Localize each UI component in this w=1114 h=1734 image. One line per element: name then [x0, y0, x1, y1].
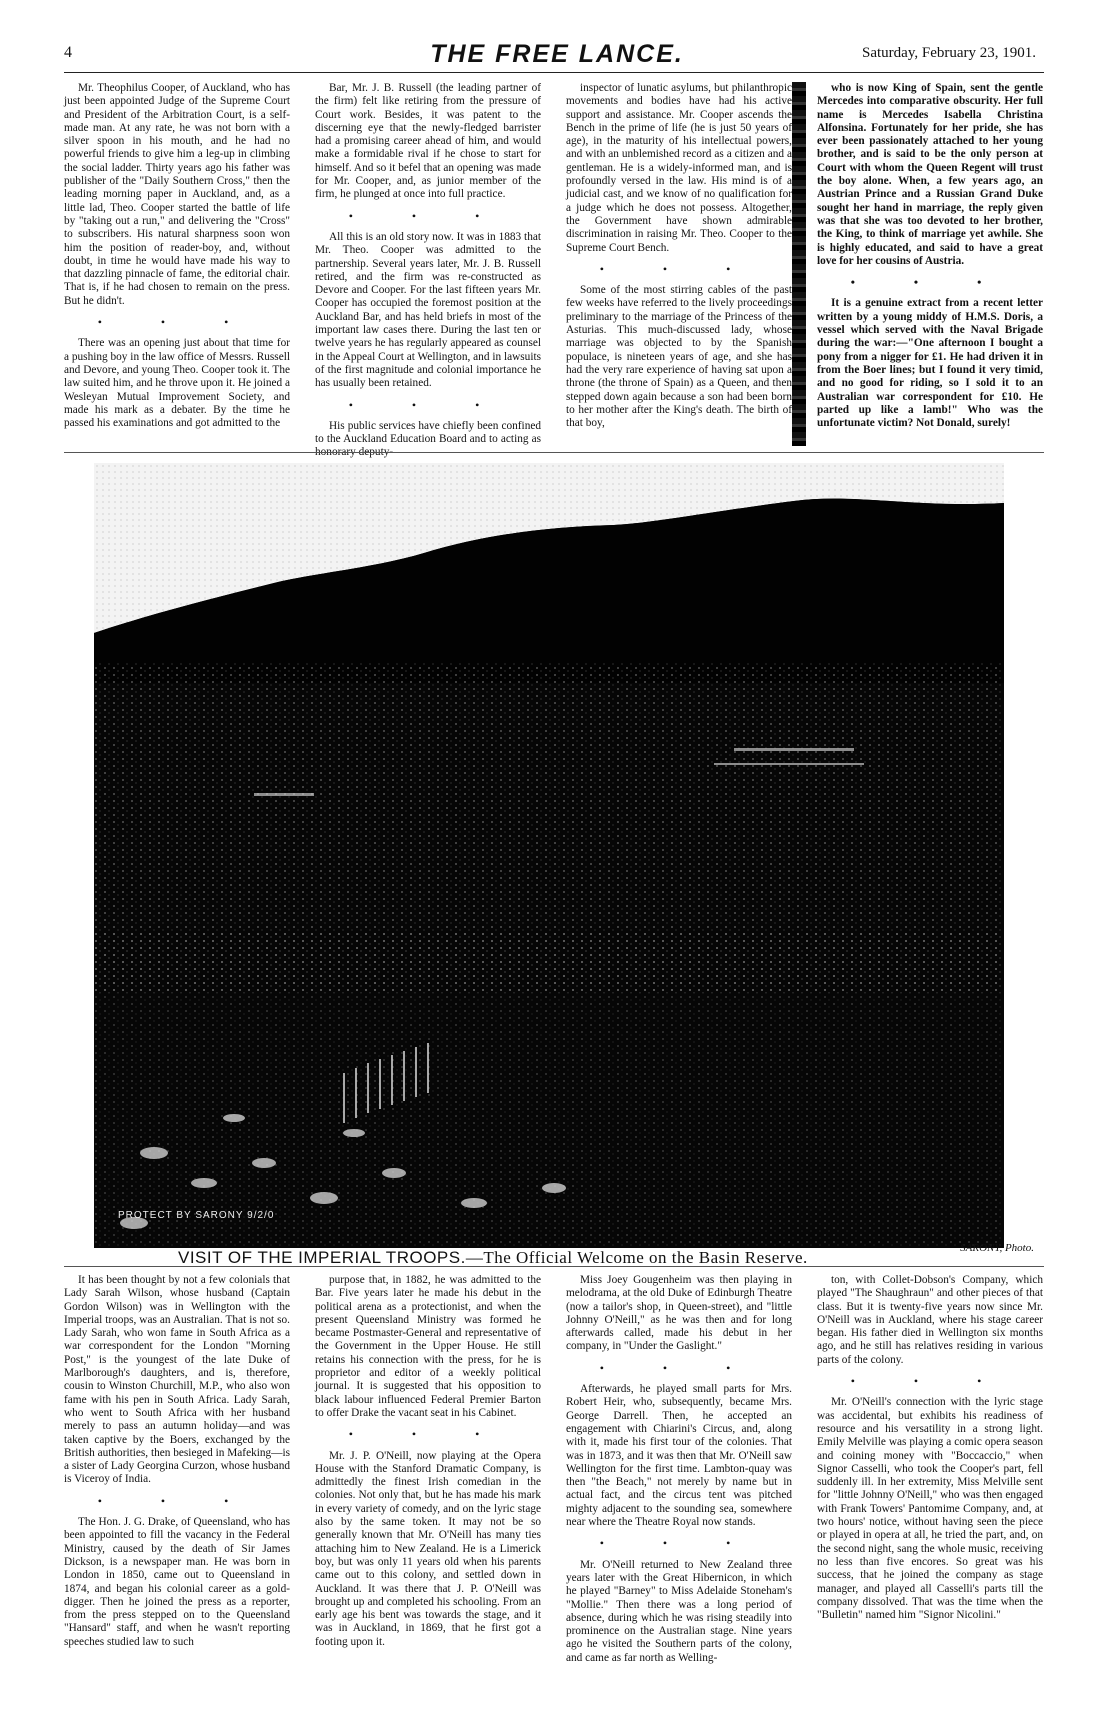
section-separator: • • •	[599, 261, 759, 276]
column-gutter-ink	[792, 82, 806, 446]
bottom-column-1	[64, 1274, 290, 1657]
caption-subtitle: —The Official Welcome on the Basin Reserve.	[465, 1248, 808, 1267]
paragraph: His public services have chiefly been confined to the Auckland Education Board and to acting as honorary deputy-	[315, 419, 541, 459]
top-column-1	[64, 82, 290, 438]
section-separator: • • •	[97, 1493, 257, 1508]
paragraph: Mr. O'Neill returned to New Zealand three years later with the Great Hibernicon, in which he played "Barney" to Miss Adelaide Stoneham's "Mollie." Then there was a long period of absence, during which he was rising steadily into prominence on the Australian stage. Nine years ago he visited the Southern parts of the colony, and came as far north as Welling-	[566, 1558, 792, 1664]
paragraph: Bar, Mr. J. B. Russell (the leading partner of the firm) felt like retiring from the pressure of Court work. Besides, it was patent to the discerning eye that the newly-fledged barrister had a promising career ahead of him, and would make a formidable rival if he chose to start for himself. And so it befel that an opening was made for Mr. Cooper, and, as junior member of the firm, he plunged at once into full practice.	[315, 82, 541, 201]
bottom-article-columns	[64, 1274, 1044, 1704]
bottom-column-2	[315, 1274, 541, 1657]
section-separator: • • •	[348, 397, 508, 412]
top-column-2	[315, 82, 541, 468]
photo-scene	[94, 463, 1004, 1248]
section-separator: • • •	[599, 1536, 759, 1551]
paragraph: who is now King of Spain, sent the gentle Mercedes into comparative obscurity. Her full name is Mercedes Isabella Christina Alfonsina. Fortunately for her pride, she has ever been passionately attached to her young brother, and is said to be the only person at Court with whom the Queen Regent will trust the boy alone. When, a few years ago, an Austrian Prince and a Russian Grand Duke sought her hand in marriage, the reply given was that she was too devoted to her brother, the King, to think of marriage yet awhile. She is highly educated, and said to have a great love for her cousins of Austria.	[817, 82, 1043, 267]
page-number: 4	[64, 44, 72, 61]
paragraph: Mr. Theophilus Cooper, of Auckland, who has just been appointed Judge of the Supreme Court and President of the Arbitration Court, is a self-made man. At any rate, he was not born with a silver spoon in his mouth, and he had no powerful friends to give him a leg-up in climbing the social ladder. Thirty years ago his father was publisher of the "Daily Southern Cross," then the leading morning paper in Auckland, and, as a little lad, Theo. Cooper started the battle of life by "taking out a run," and delivering the "Cross" to subscribers. His natural sharpness soon won him the position of reader-boy, and, without doubt, in time he would have made his way to that dazzling pinnacle of fame, the editorial chair. That is, if he had chosen to remain on the press. But he didn't.	[64, 82, 290, 307]
section-separator: • • •	[348, 208, 508, 223]
paragraph: The Hon. J. G. Drake, of Queensland, who has been appointed to fill the vacancy in the Federal Ministry, caused by the death of Sir James Dickson, is a newspaper man. He was born in London in 1850, came out to Queensland in 1874, and began his colonial career as a gold-digger. Then he joined the press as a reporter, from the press stepped on to the Queensland "Hansard" staff, and when he wasn't reporting speeches studied law to such	[64, 1516, 290, 1648]
section-separator: • • •	[348, 1427, 508, 1442]
section-separator: • • •	[599, 1360, 759, 1375]
header-rule	[64, 72, 1044, 73]
paragraph: Mr. J. P. O'Neill, now playing at the Opera House with the Stanford Dramatic Company, is admittedly the finest Irish comedian in the colonies. Not only that, but he has made his mark in every variety of comedy, and on the lyric stage also by the same token. It may not be so generally known that Mr. O'Neill has many ties attaching him to New Zealand. He is a Limerick boy, but was only 11 years old when his parents came out to this colony, and settled down in Auckland. It was there that J. P. O'Neill was brought up and completed his schooling. From an early age his bent was towards the stage, and it was in Auckland, in 1869, that he first got a footing upon it.	[315, 1449, 541, 1648]
bottom-column-4	[817, 1274, 1043, 1630]
paragraph: purpose that, in 1882, he was admitted to the Bar. Five years later he made his debut in the political arena as a protectionist, and when the present Queensland Ministry was formed he became Postmaster-General and representative of the Government in the Upper House. He still retains his connection with the press, for he is proprietor and editor of a weekly political journal. It is suggested that his opposition to black labour influenced Federal Premier Barton to offer Drake the vacant seat in his Cabinet.	[315, 1274, 541, 1419]
bottom-column-3	[566, 1274, 792, 1673]
paragraph: It is a genuine extract from a recent letter written by a young middy of H.M.S. Doris, a vessel which served with the Naval Brigade during the war:—"One afternoon I bought a pony from a nigger for £1. He had driven it in from the Boer lines; but I found it very timid, and no good for riding, so I sold it to an Australian war correspondent for £10. He parted up like a lamb!" Who was the unfortunate victim? Not Donald, surely!	[817, 297, 1043, 430]
top-column-3	[566, 82, 792, 438]
paragraph: Mr. O'Neill's connection with the lyric stage was accidental, but exhibits his readiness of resource and his versatility in a strong light. Emily Melville was playing a comic opera season and coining money with "Boccaccio," when Signor Casselli, who took the Cooper's part, fell suddenly ill. In her extremity, Miss Melville sent for "little Johnny O'Neill," who was then engaged with Frank Towers' Pantomime Company, and, at two hours' notice, without having seen the piece or played in opera at all, he tried the part, and, on the second night, sang the whole music, receiving no less than five encores. So great was his success, that he joined the company as stage manager, and played all Casselli's parts till the company dissolved. That was the time when the "Bulletin" named him "Signor Nicolini."	[817, 1396, 1043, 1622]
photo-stamp: PROTECT BY SARONY 9/2/0	[118, 1210, 275, 1221]
section-separator: • • •	[850, 275, 1010, 290]
masthead-title: THE FREE LANCE.	[430, 40, 684, 68]
paragraph: Miss Joey Gougenheim was then playing in melodrama, at the old Duke of Edinburgh Theatre (now a tailor's shop, in Queen-street), and "little Johnny O'Neill," as he was then and for long afterwards called, made his debut in her company, in "Under the Gaslight."	[566, 1274, 792, 1353]
caption-title: VISIT OF THE IMPERIAL TROOPS.	[178, 1248, 466, 1267]
paragraph: There was an opening just about that time for a pushing boy in the law office of Messrs. Russell and Devore, and young Theo. Cooper took it. The law suited him, and he throve upon it. He joined a Wesleyan Mutual Improvement Society, and made his mark as a debater. By the time he passed his examinations and got admitted to the	[64, 337, 290, 430]
paragraph: It has been thought by not a few colonials that Lady Sarah Wilson, whose husband (Captain Gordon Wilson) was in Wellington with the Imperial troops, was an Australian. That is not so. Lady Sarah, who won fame in South Africa as a war correspondent for the London "Morning Post," is the youngest of the late Duke of Marlborough's daughters, and is, therefore, cousin to Winston Churchill, M.P., who also won fame with his pen in South Africa. Lady Sarah, who went to South Africa with her husband merely to pass an autumn holiday—and was taken captive by the Boers, exchanged by the British authorities, then besieged in Mafeking—is a sister of Lady Georgina Curzon, whose husband is Viceroy of India.	[64, 1274, 290, 1486]
section-separator: • • •	[850, 1374, 1010, 1389]
paragraph: Some of the most stirring cables of the past few weeks have referred to the lively proceedings preliminary to the marriage of the Princess of the Asturias. This much-discussed lady, whose marriage was objected to by the Spanish populace, is nineteen years of age, and she has had the very rare experience of having sat upon a throne (the throne of Spain) as a Queen, and then stepped down again because a son had been born to her mother after the King's death. The birth of that boy,	[566, 284, 792, 430]
page-header	[0, 40, 1114, 70]
paragraph: inspector of lunatic asylums, but philanthropic movements and bodies have had his active support and assistance. Mr. Cooper ascends the Bench in the prime of life (he is just 50 years of age), in the maturity of his intellectual powers, and with an unblemished record as a citizen and a gentleman. He is a widely-informed man, and is profoundly versed in the law. His mind is of a judicial cast, and we know of no qualification for a judge which he does not possess. Altogether, the Government have shown admirable discrimination in raising Mr. Theo. Cooper to the Supreme Court Bench.	[566, 82, 792, 254]
paragraph: All this is an old story now. It was in 1883 that Mr. Theo. Cooper was admitted to the partnership. Several years later, Mr. J. B. Russell retired, and the firm was re-constructed as Devore and Cooper. For the last fifteen years Mr. Cooper has occupied the foremost position at the Auckland Bar, and has held briefs in most of the important law cases there. During the last ten or twelve years he has regularly appeared as counsel in the Appeal Court at Wellington, and in lawsuits of the first magnitude and colonial importance he has usually been retained.	[315, 230, 541, 390]
crowd-area	[94, 933, 1004, 1248]
photo-top-rule	[64, 452, 1044, 453]
top-article-columns	[64, 82, 1044, 459]
photo-caption	[178, 1248, 808, 1268]
paragraph: Afterwards, he played small parts for Mrs. Robert Heir, who, subsequently, became Mrs. George Darrell. Then, he accepted an engagement with Chiarini's Circus, and, along with it, made his first tour of the colonies. That was in 1873, and it was then that Mr. O'Neill saw Wellington for the first time. Lambton-quay was then "the Beach," not merely by name but in actual fact, and the circus tent was pitched mighty adjacent to the sounding sea, somewhere near where the Theatre Royal now stands.	[566, 1383, 792, 1529]
section-separator: • • •	[97, 315, 257, 330]
troops-welcome-photo	[94, 463, 1004, 1248]
paragraph: ton, with Collet-Dobson's Company, which played "The Shaughraun" and other pieces of that class. But it is twenty-five years now since Mr. O'Neill was in Auckland, where his stage career began. His father died in Wellington six months ago, and he still has relatives residing in various parts of the colony.	[817, 1274, 1043, 1366]
photo-bottom-rule	[64, 1266, 1044, 1267]
top-column-4	[817, 82, 1043, 438]
photo-credit: SARONY, Photo.	[960, 1242, 1034, 1254]
issue-date: Saturday, February 23, 1901.	[862, 45, 1036, 61]
